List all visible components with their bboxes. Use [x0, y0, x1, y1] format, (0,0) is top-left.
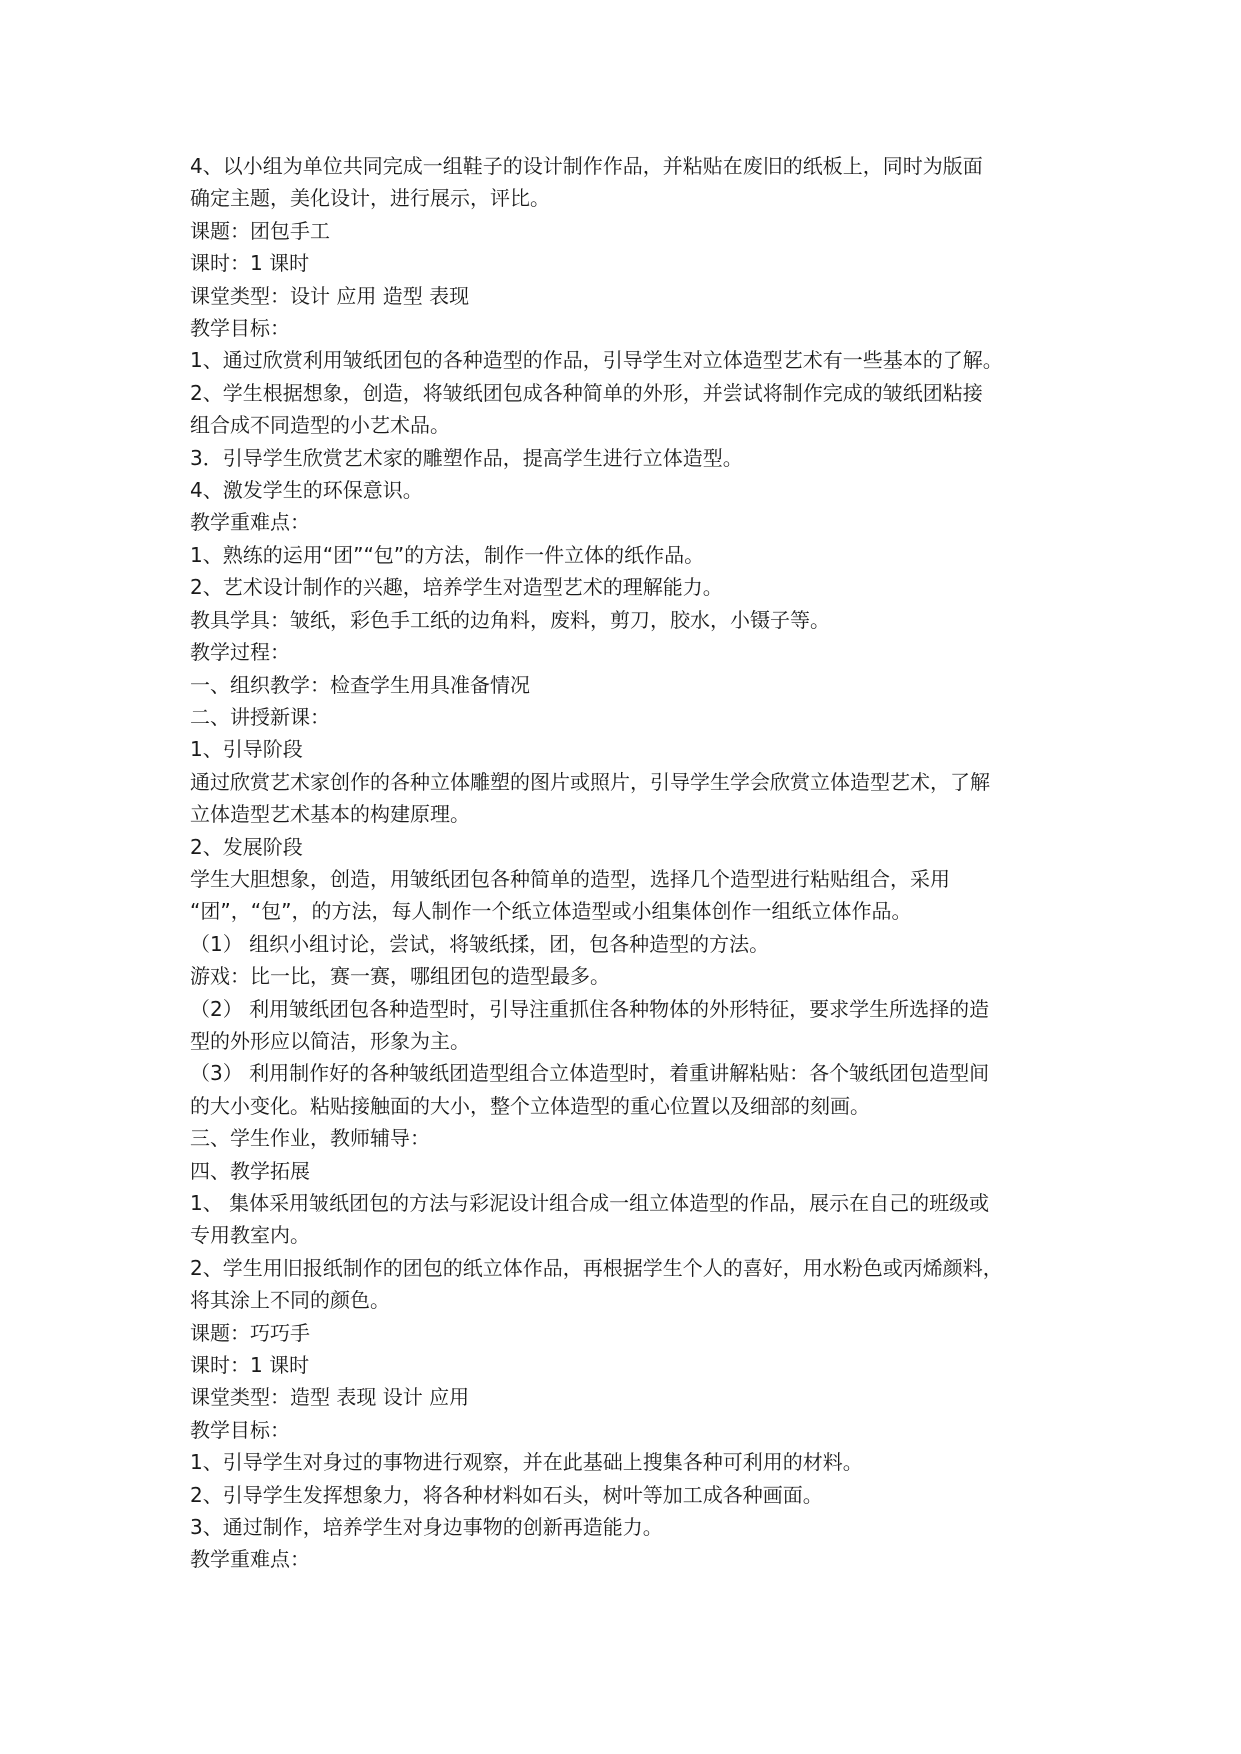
text-line: 二、讲授新课： [190, 704, 330, 729]
text-line: 将其涂上不同的颜色。 [190, 1288, 390, 1313]
text-line: 三、学生作业，教师辅导： [190, 1126, 430, 1151]
text-line: 1、引导阶段 [190, 737, 303, 762]
document-body [190, 150, 1052, 1576]
text-line: 1、引导学生对身过的事物进行观察，并在此基础上搜集各种可利用的材料。 [190, 1450, 863, 1475]
text-line: 确定主题，美化设计，进行展示，评比。 [190, 186, 550, 211]
text-line: 2、发展阶段 [190, 834, 303, 859]
text-line: 2、学生根据想象，创造，将皱纸团包成各种简单的外形，并尝试将制作完成的皱纸团粘接 [190, 380, 983, 405]
text-line: 课时：1 课时 [190, 1353, 310, 1378]
text-line: “团”，“包”，的方法，每人制作一个纸立体造型或小组集体创作一组纸立体作品。 [190, 899, 912, 924]
text-line: 教学重难点： [190, 510, 310, 535]
text-line: 四、教学拓展 [190, 1158, 310, 1183]
text-line: 教学目标： [190, 1417, 290, 1442]
text-line: 2、引导学生发挥想象力，将各种材料如石头，树叶等加工成各种画面。 [190, 1482, 823, 1507]
text-line: 一、组织教学：检查学生用具准备情况 [190, 672, 530, 697]
text-line: 1、 集体采用皱纸团包的方法与彩泥设计组合成一组立体造型的作品，展示在自己的班级或 [190, 1191, 990, 1215]
text-line: 教学重难点： [190, 1547, 310, 1572]
text-line: 教学过程： [190, 640, 290, 665]
text-line: 课堂类型：造型 表现 设计 应用 [190, 1385, 470, 1410]
text-line: 型的外形应以简洁，形象为主。 [190, 1028, 470, 1053]
text-line: 专用教室内。 [190, 1223, 310, 1248]
text-line: 1、熟练的运用“团”“包”的方法，制作一件立体的纸作品。 [190, 542, 705, 567]
text-line: 3、通过制作，培养学生对身边事物的创新再造能力。 [190, 1515, 663, 1540]
text-line: （1） 组织小组讨论，尝试，将皱纸揉，团，包各种造型的方法。 [190, 931, 770, 956]
text-line: （3） 利用制作好的各种皱纸团造型组合立体造型时，着重讲解粘贴：各个皱纸团包造型间 [190, 1061, 990, 1086]
text-line: 课堂类型：设计 应用 造型 表现 [190, 283, 470, 308]
text-line: （2） 利用皱纸团包各种造型时，引导注重抓住各种物体的外形特征，要求学生所选择的造 [190, 996, 990, 1021]
text-line: 课题：巧巧手 [190, 1320, 310, 1345]
text-line: 课题：团包手工 [190, 218, 330, 243]
text-line: 游戏：比一比，赛一赛，哪组团包的造型最多。 [190, 964, 610, 989]
text-line: 4、以小组为单位共同完成一组鞋子的设计制作作品，并粘贴在废旧的纸板上，同时为版面 [190, 154, 983, 178]
text-line: 立体造型艺术基本的构建原理。 [190, 802, 470, 827]
text-line: 的大小变化。粘贴接触面的大小，整个立体造型的重心位置以及细部的刻画。 [190, 1093, 870, 1118]
text-line: 3．引导学生欣赏艺术家的雕塑作品，提高学生进行立体造型。 [190, 445, 743, 470]
text-line: 组合成不同造型的小艺术品。 [190, 413, 450, 438]
text-line: 通过欣赏艺术家创作的各种立体雕塑的图片或照片，引导学生学会欣赏立体造型艺术，了解 [190, 769, 990, 794]
text-line: 教具学具：皱纸，彩色手工纸的边角料，废料，剪刀，胶水，小镊子等。 [190, 607, 830, 632]
text-line: 教学目标： [190, 316, 290, 341]
text-line: 4、激发学生的环保意识。 [190, 478, 423, 503]
text-line: 1、通过欣赏利用皱纸团包的各种造型的作品，引导学生对立体造型艺术有一些基本的了解。 [190, 348, 1003, 373]
text-line: 课时：1 课时 [190, 251, 310, 276]
text-line: 2、艺术设计制作的兴趣，培养学生对造型艺术的理解能力。 [190, 575, 723, 600]
text-line: 2、学生用旧报纸制作的团包的纸立体作品，再根据学生个人的喜好，用水粉色或丙烯颜料， [190, 1255, 1003, 1280]
text-line: 学生大胆想象，创造，用皱纸团包各种简单的造型，选择几个造型进行粘贴组合，采用 [190, 866, 950, 891]
